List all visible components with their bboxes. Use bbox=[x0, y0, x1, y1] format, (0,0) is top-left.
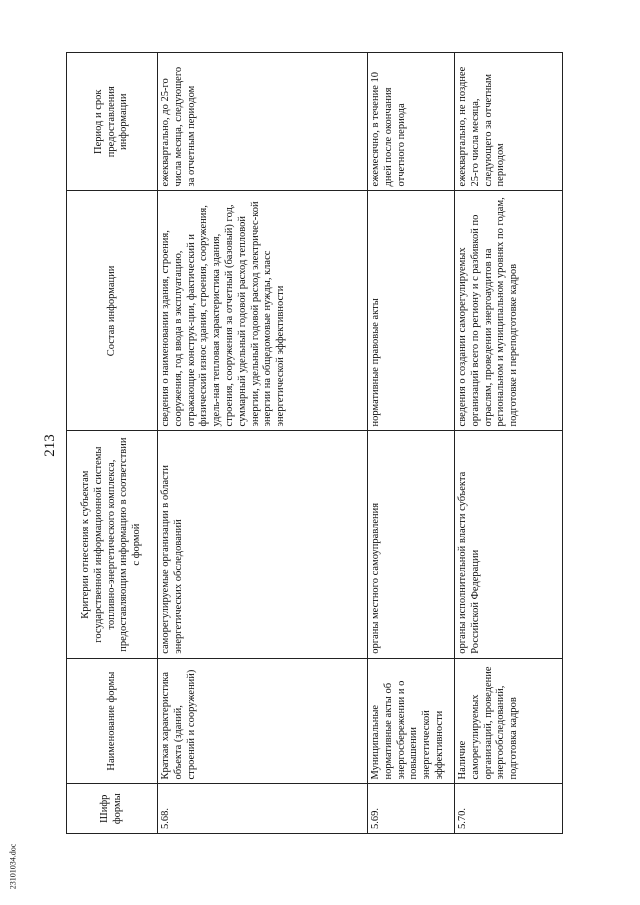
page-number: 213 bbox=[41, 434, 58, 457]
cell-form-name: Краткая характеристика объекта (зданий, строений и сооружений) bbox=[158, 658, 368, 784]
cell-info: сведения о создании саморегулируемых организаций всего по региону и с разбивкой по отраслям, проведении энергоаудитов на региональном и муниципальном уровнях по годам, подготовке и переподготовке кадров bbox=[455, 191, 563, 431]
cell-code: 5.69. bbox=[368, 784, 455, 834]
cell-info: сведения о наименовании здания, строения, сооружения, год ввода в эксплуатацию, отражающие конструк-ции, фактический и физический износ здания, строения, сооружения, удель-ная тепловая характеристика здания, строения, сооружения за отчетный (базовый) год, суммарный удельный годовой расход тепловой энергии, удельный годовой расход электричес-кой энергии на общедомовые нужды, класс энергетической эффективности bbox=[158, 191, 368, 431]
header-info: Состав информации bbox=[67, 191, 158, 431]
cell-code: 5.70. bbox=[455, 784, 563, 834]
header-form-name: Наименование формы bbox=[67, 658, 158, 784]
header-code: Шифр формы bbox=[67, 784, 158, 834]
header-period: Период и срок предоставления информации bbox=[67, 53, 158, 191]
cell-form-name: Наличие саморегулируемых организаций, проведение энергообследований, подготовка кадров bbox=[455, 658, 563, 784]
table-row bbox=[158, 53, 368, 834]
cell-criteria: органы местного самоуправления bbox=[368, 431, 455, 658]
table-row bbox=[368, 53, 455, 834]
table-row bbox=[455, 53, 563, 834]
cell-form-name: Муниципальные нормативные акты об энергосбережении и о повышении энергетической эффективности bbox=[368, 658, 455, 784]
header-criteria: Критерии отнесения к субъектам государственной информационной системы топливно-энергетического комплекса, предоставляющим информацию в соответствии с формой bbox=[67, 431, 158, 658]
cell-period: ежемесячно, в течение 10 дней после окончания отчетного периода bbox=[368, 53, 455, 191]
cell-period: ежеквартально, не позднее 25-го числа месяца, следующего за отчетным периодом bbox=[455, 53, 563, 191]
footer-filename: 23101034.doc bbox=[8, 843, 18, 890]
cell-criteria: саморегулируемые организации в области энергетических обследований bbox=[158, 431, 368, 658]
cell-code: 5.68. bbox=[158, 784, 368, 834]
cell-criteria: органы исполнительной власти субъекта Российской Федерации bbox=[455, 431, 563, 658]
rotated-table-container bbox=[66, 52, 570, 834]
table-header-row bbox=[67, 53, 158, 834]
cell-info: нормативные правовые акты bbox=[368, 191, 455, 431]
cell-period: ежеквартально, до 25-го числа месяца, следующего за отчетным периодом bbox=[158, 53, 368, 191]
data-table bbox=[66, 52, 563, 834]
